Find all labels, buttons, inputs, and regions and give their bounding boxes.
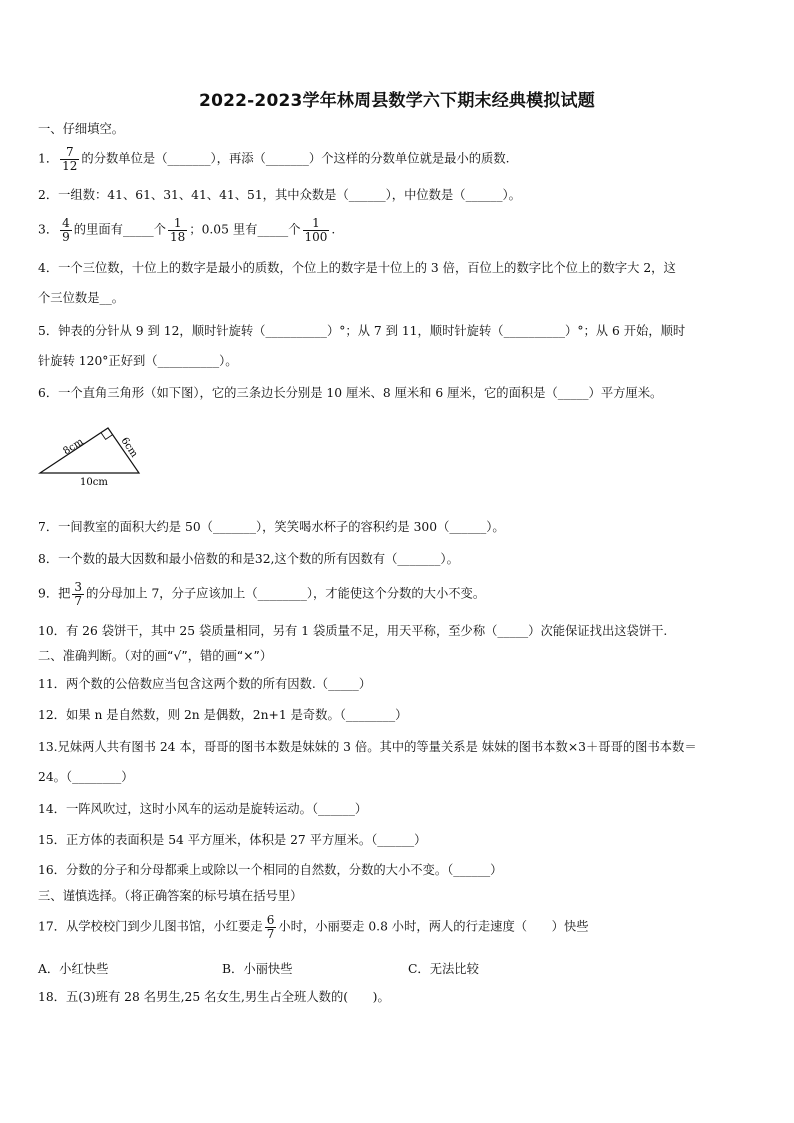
question-8: 8．一个数的最大因数和最小倍数的和是32,这个数的所有因数有（_______）。 [38,552,459,566]
question-text: 的里面有_____个 [73,222,166,237]
triangle-shape [40,428,139,473]
question-text: . [331,222,336,237]
question-text: ；0.05 里有_____个 [189,222,301,237]
question-10: 10．有 26 袋饼干，其中 25 袋质量相同，另有 1 袋质量不足，用天平称，至少称（_____）次能保证找出这袋饼干. [38,624,668,638]
question-text: 的分母加上 7，分子应该加上（________），才能使这个分数的大小不变。 [86,586,486,601]
side-label-8cm: 8cm [61,436,86,458]
option-b[interactable]: B．小丽快些 [222,962,293,976]
question-text: 小时，小丽要走 0.8 小时，两人的行走速度（ ）快些 [278,919,589,934]
option-c[interactable]: C．无法比较 [408,962,479,976]
fraction: $\frac{3}{7}$ [74,580,83,608]
question-7: 7．一间教室的面积大约是 50（_______），笑笑喝水杯子的容积约是 300（______）。 [38,520,505,534]
question-number: 9．把 [38,586,71,601]
question-17 [38,914,589,940]
question-13-line-2: 24。（________） [38,770,134,784]
option-a[interactable]: A．小红快些 [38,962,109,976]
section-heading-choose: 三、谨慎选择。（将正确答案的标号填在括号里） [38,889,303,903]
question-2: 2．一组数：41、61、31、41、41、51，其中众数是（______），中位数是（______）。 [38,188,521,202]
fraction: $\frac{1}{18}$ [170,216,186,244]
right-angle-mark [101,433,113,440]
question-3 [38,217,335,243]
question-12: 12．如果 n 是自然数，则 2n 是偶数，2n+1 是奇数。（________） [38,708,408,722]
section-heading-fill-in: 一、仔细填空。 [38,122,125,136]
question-5-line-2: 针旋转 120°正好到（__________）。 [38,354,238,368]
fraction: $\frac{1}{100}$ [304,216,328,244]
page-title: 2022-2023学年林周县数学六下期末经典模拟试题 [199,91,595,111]
fraction: $\frac{6}{7}$ [266,913,275,941]
side-label-6cm: 6cm [118,435,140,460]
question-text: 的分数单位是（_______），再添（_______）个这样的分数单位就是最小的质数. [81,151,510,166]
question-15: 15．正方体的表面积是 54 平方厘米，体积是 27 平方厘米。（______） [38,833,427,847]
question-text: 17．从学校校门到少儿图书馆，小红要走 [38,919,263,934]
question-number: 3． [38,222,59,237]
question-4-line-1: 4．一个三位数，十位上的数字是最小的质数，个位上的数字是十位上的 3 倍，百位上的数字比个位上的数字大 2，这 [38,261,676,275]
question-16: 16．分数的分子和分母都乘上或除以一个相同的自然数，分数的大小不变。（______） [38,863,503,877]
question-13-line-1: 13.兄妹两人共有图书 24 本，哥哥的图书本数是妹妹的 3 倍。其中的等量关系是 妹妹的图书本数×3＋哥哥的图书本数＝ [38,740,697,754]
right-triangle-figure [36,420,156,490]
section-heading-judge: 二、准确判断。（对的画“√”，错的画“×”） [38,649,273,663]
question-9 [38,581,485,607]
fraction: $\frac{4}{9}$ [62,216,70,244]
question-5-line-1: 5．钟表的分针从 9 到 12，顺时针旋转（__________）°；从 7 到 11，顺时针旋转（__________）°；从 6 开始，顺时 [38,324,686,338]
question-14: 14．一阵风吹过，这时小风车的运动是旋转运动。（______） [38,802,368,816]
question-11: 11．两个数的公倍数应当包含这两个数的所有因数.（_____） [38,677,372,691]
question-number: 1． [38,151,59,166]
fraction: $\frac{7}{12}$ [62,145,78,173]
question-6: 6．一个直角三角形（如下图），它的三条边长分别是 10 厘米、8 厘米和 6 厘米，它的面积是（_____）平方厘米。 [38,386,663,400]
side-label-10cm: 10cm [80,477,108,488]
question-1 [38,146,510,172]
question-4-line-2: 个三位数是__。 [38,291,125,305]
question-18: 18．五(3)班有 28 名男生,25 名女生,男生占全班人数的( )。 [38,990,390,1004]
